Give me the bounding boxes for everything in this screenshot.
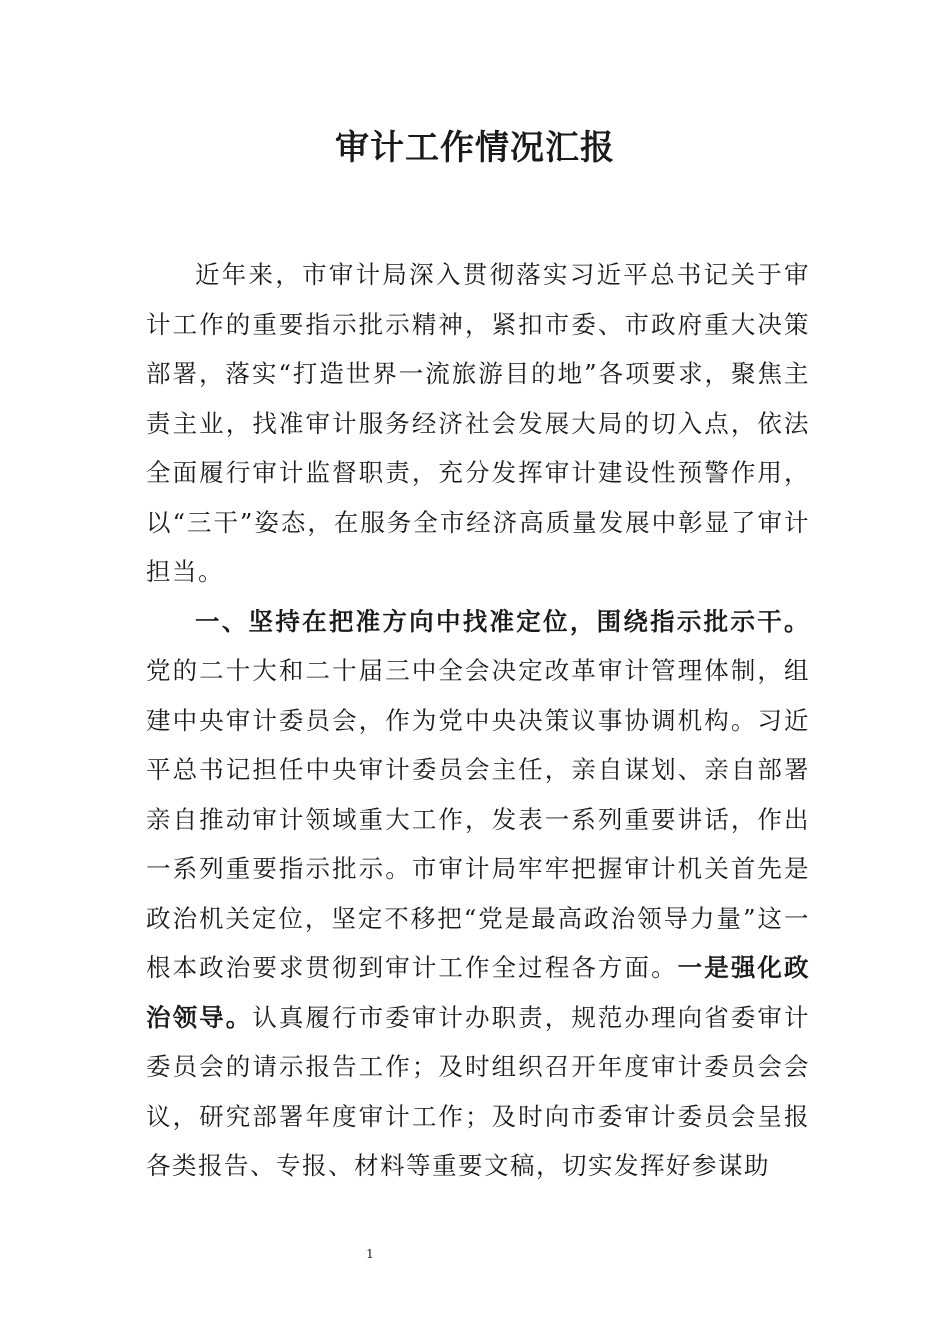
point-1-label: 一是强化政治领导。 [146, 953, 811, 1032]
section-1-text: 党的二十大和二十届三中全会决定改革审计管理体制，组建中央审计委员会，作为党中央决策议事协调机构。习近平总书记担任中央审计委员会主任，亲自谋划、亲自部署亲自推动审计领域重大工作，发表一系列重要讲话，作出一系列重要指示批示。市审计局牢牢把握审计机关首先是政治机关定位，坚定不移把“党是最高政治领导力量”这一根本政治要求贯彻到审计工作全过程各方面。 [146, 656, 810, 982]
page-number: 1 [366, 1247, 374, 1261]
point-1-text: 认真履行市委审计办职责，规范办理向省委审计委员会的请示报告工作；及时组织召开年度审计委员会会议，研究部署年度审计工作；及时向市委审计委员会呈报各类报告、专报、材料等重要文稿，切实发挥好参谋助 [146, 1002, 811, 1180]
document-title: 审计工作情况汇报 [335, 128, 615, 168]
section-1-heading: 一、坚持在把准方向中找准定位，围绕指示批示干。 [195, 606, 810, 636]
section-1-paragraph [146, 597, 810, 1191]
document-body [146, 250, 810, 1191]
intro-paragraph: 近年来，市审计局深入贯彻落实习近平总书记关于审计工作的重要指示批示精神，紧扣市委、市政府重大决策部署，落实“打造世界一流旅游目的地”各项要求，聚焦主责主业，找准审计服务经济社会发展大局的切入点，依法全面履行审计监督职责，充分发挥审计建设性预警作用，以“三干”姿态，在服务全市经济高质量发展中彰显了审计担当。 [146, 260, 810, 586]
